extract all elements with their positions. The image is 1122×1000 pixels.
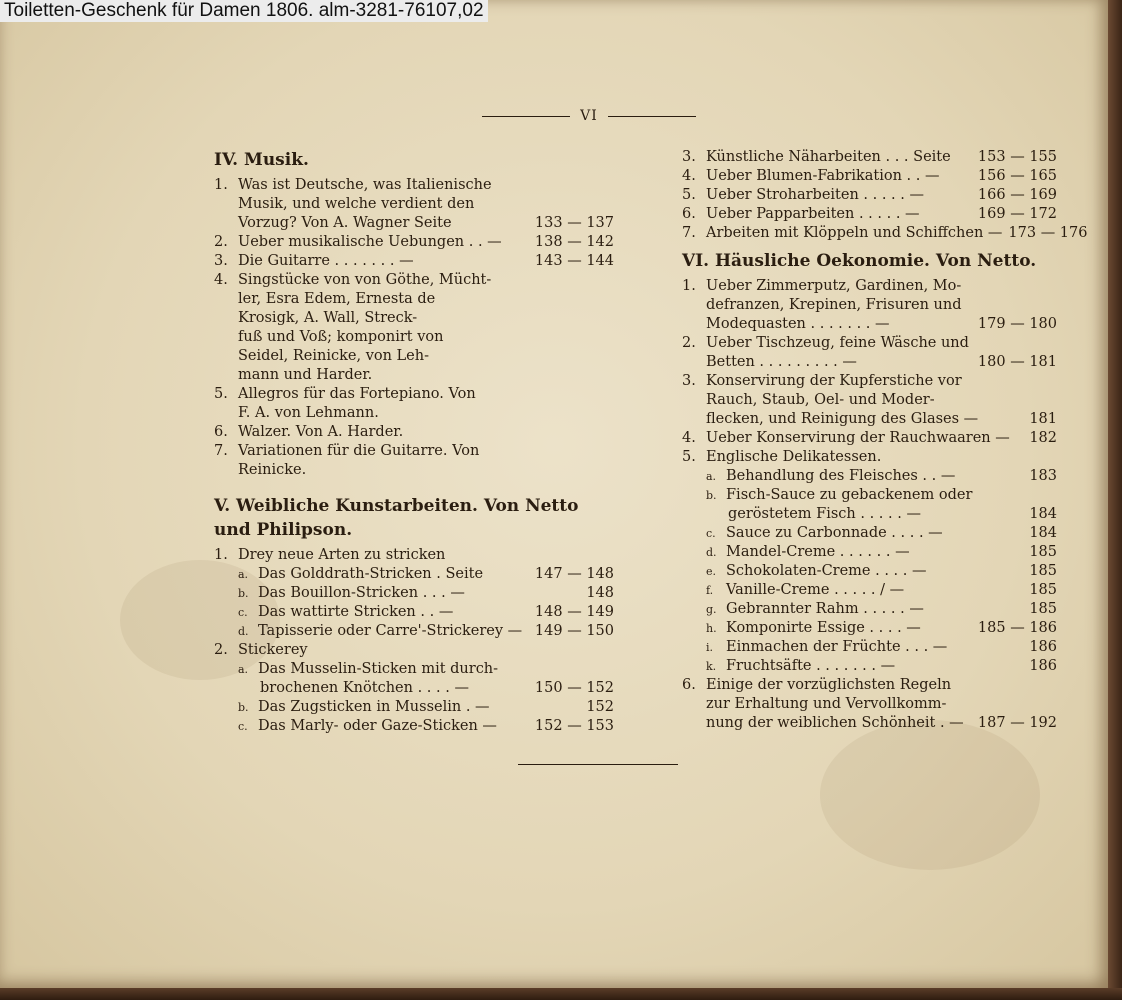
entry-title: Tapisserie oder Carre'-Strickerey — xyxy=(258,623,523,639)
toc-entry xyxy=(682,505,1057,524)
entry-pages: 185 xyxy=(1029,582,1057,598)
entry-title: Vorzug? Von A. Wagner Seite xyxy=(238,215,452,231)
book-cover-edge xyxy=(1108,0,1122,1000)
entry-number: a. xyxy=(706,470,717,483)
entry-title: Drey neue Arten zu stricken xyxy=(238,547,446,563)
toc-entry xyxy=(682,334,1057,353)
toc-entry xyxy=(682,277,1057,296)
entry-title: Ueber musikalische Uebungen . . — xyxy=(238,234,502,250)
toc-entry xyxy=(682,676,1057,695)
entry-title: Das Zugsticken in Musselin . — xyxy=(258,699,490,715)
entry-number: 6. xyxy=(214,424,228,440)
entry-title: Das Marly- oder Gaze-Sticken — xyxy=(258,718,497,734)
entry-title: Einmachen der Früchte . . . — xyxy=(726,639,948,655)
entry-title: Stickerey xyxy=(238,642,308,658)
image-caption: Toiletten-Geschenk für Damen 1806. alm-3281-76107,02 xyxy=(0,0,488,22)
entry-number: h. xyxy=(706,622,717,635)
entry-number: 1. xyxy=(214,177,228,193)
entry-number: 1. xyxy=(682,278,696,294)
entry-pages: 186 xyxy=(1029,639,1057,655)
entry-pages: 185 — 186 xyxy=(977,620,1057,636)
toc-entry xyxy=(682,714,1057,733)
entry-title: F. A. von Lehmann. xyxy=(238,405,379,421)
entry-title: Ueber Konservirung der Rauchwaaren — xyxy=(706,430,1010,446)
toc-entry xyxy=(214,442,614,461)
entry-pages: 153 — 155 xyxy=(977,149,1057,165)
toc-entry xyxy=(682,296,1057,315)
bottom-rule xyxy=(518,764,678,765)
entry-pages: 185 xyxy=(1029,544,1057,560)
entry-title: Englische Delikatessen. xyxy=(706,449,882,465)
toc-entry xyxy=(682,372,1057,391)
entry-title: Arbeiten mit Klöppeln und Schiffchen — xyxy=(706,225,1003,241)
entry-pages: 185 xyxy=(1029,601,1057,617)
entry-number: 2. xyxy=(214,642,228,658)
toc-entry xyxy=(214,366,614,385)
entry-number: 1. xyxy=(214,547,228,563)
entry-number: d. xyxy=(706,546,717,559)
entry-pages: 187 — 192 xyxy=(977,715,1057,731)
toc-entry xyxy=(682,186,1057,205)
toc-entry xyxy=(214,698,614,717)
entry-number: c. xyxy=(706,527,716,540)
entry-title: mann und Harder. xyxy=(238,367,373,383)
entry-pages: 152 — 153 xyxy=(534,718,614,734)
entry-title: Was ist Deutsche, was Italienische xyxy=(238,177,492,193)
entry-title: Ueber Blumen-Fabrikation . . — xyxy=(706,168,940,184)
toc-entry xyxy=(682,486,1057,505)
entry-number: 5. xyxy=(214,386,228,402)
entry-number: e. xyxy=(706,565,717,578)
section-heading: IV. Musik. xyxy=(214,150,309,170)
entry-number: g. xyxy=(706,603,717,616)
toc-right-column xyxy=(682,148,1088,733)
entry-title: Gebrannter Rahm . . . . . — xyxy=(726,601,924,617)
paper-stain xyxy=(820,720,1040,870)
entry-number: 6. xyxy=(682,206,696,222)
entry-number: b. xyxy=(706,489,717,502)
entry-title: brochenen Knötchen . . . . — xyxy=(260,680,469,696)
toc-left-column xyxy=(214,148,614,736)
entry-pages: 181 xyxy=(1029,411,1057,427)
entry-pages: 143 — 144 xyxy=(534,253,614,269)
entry-title: Schokolaten-Creme . . . . — xyxy=(726,563,927,579)
toc-entry xyxy=(682,619,1057,638)
entry-pages: 186 xyxy=(1029,658,1057,674)
entry-title: Komponirte Essige . . . . — xyxy=(726,620,921,636)
toc-entry xyxy=(214,328,614,347)
entry-pages: 133 — 137 xyxy=(534,215,614,231)
toc-entry xyxy=(214,252,614,271)
entry-pages: 152 xyxy=(586,699,614,715)
toc-entry xyxy=(214,404,614,423)
entry-title: Vanille-Creme . . . . . / — xyxy=(726,582,905,598)
entry-number: a. xyxy=(238,568,249,581)
page-number: VI xyxy=(470,108,708,124)
toc-entry xyxy=(682,391,1057,410)
toc-entry xyxy=(214,641,614,660)
entry-title: Walzer. Von A. Harder. xyxy=(238,424,404,440)
entry-title: Künstliche Näharbeiten . . . Seite xyxy=(706,149,951,165)
toc-entry xyxy=(214,233,614,252)
entry-title: Fruchtsäfte . . . . . . . — xyxy=(726,658,896,674)
entry-title: Seidel, Reinicke, von Leh- xyxy=(238,348,430,364)
entry-number: 3. xyxy=(214,253,228,269)
header-rule-left xyxy=(482,116,570,117)
entry-title: ler, Esra Edem, Ernesta de xyxy=(238,291,436,307)
entry-pages: 147 — 148 xyxy=(534,566,614,582)
entry-number: b. xyxy=(238,587,249,600)
entry-title: zur Erhaltung und Vervollkomm- xyxy=(706,696,947,712)
entry-number: 7. xyxy=(682,225,696,241)
entry-title: Ueber Papparbeiten . . . . . — xyxy=(706,206,920,222)
header-rule-right xyxy=(608,116,696,117)
entry-title: Allegros für das Fortepiano. Von xyxy=(238,386,476,402)
entry-title: Das Musselin-Sticken mit durch- xyxy=(258,661,499,677)
entry-number: 4. xyxy=(682,168,696,184)
toc-entry xyxy=(214,423,614,442)
entry-pages: 149 — 150 xyxy=(534,623,614,639)
entry-pages: 183 xyxy=(1029,468,1057,484)
entry-title: Ueber Zimmerputz, Gardinen, Mo- xyxy=(706,278,962,294)
entry-pages: 148 — 149 xyxy=(534,604,614,620)
entry-number: 3. xyxy=(682,149,696,165)
entry-title: Musik, und welche verdient den xyxy=(238,196,475,212)
entry-title: nung der weiblichen Schönheit . — xyxy=(706,715,964,731)
entry-number: 2. xyxy=(682,335,696,351)
entry-pages: 182 xyxy=(1029,430,1057,446)
entry-pages: 166 — 169 xyxy=(977,187,1057,203)
toc-entry xyxy=(214,290,614,309)
toc-entry xyxy=(682,224,1088,243)
toc-entry xyxy=(214,679,614,698)
toc-entry xyxy=(682,467,1057,486)
toc-entry xyxy=(214,461,614,480)
toc-entry xyxy=(682,581,1057,600)
entry-title: Reinicke. xyxy=(238,462,307,478)
entry-title: Fisch-Sauce zu gebackenem oder xyxy=(726,487,973,503)
section-heading: VI. Häusliche Oekonomie. Von Netto. xyxy=(682,251,1037,271)
toc-entry xyxy=(682,695,1057,714)
entry-title: Modequasten . . . . . . . — xyxy=(706,316,890,332)
entry-title: Behandlung des Fleisches . . — xyxy=(726,468,956,484)
toc-entry xyxy=(214,622,614,641)
entry-number: 2. xyxy=(214,234,228,250)
toc-entry xyxy=(214,565,614,584)
section-heading: V. Weibliche Kunstarbeiten. Von Netto und Philipson. xyxy=(214,496,579,540)
entry-title: Ueber Stroharbeiten . . . . . — xyxy=(706,187,924,203)
entry-pages: 156 — 165 xyxy=(977,168,1057,184)
toc-entry xyxy=(214,347,614,366)
toc-entry xyxy=(682,638,1057,657)
toc-entry xyxy=(682,657,1057,676)
toc-entry xyxy=(682,429,1057,448)
entry-title: Das Golddrath-Stricken . Seite xyxy=(258,566,484,582)
toc-entry xyxy=(214,271,614,290)
entry-number: 5. xyxy=(682,187,696,203)
book-cover-edge-bottom xyxy=(0,988,1122,1000)
entry-number: d. xyxy=(238,625,249,638)
entry-title: Mandel-Creme . . . . . . — xyxy=(726,544,910,560)
entry-title: Krosigk, A. Wall, Streck- xyxy=(238,310,418,326)
entry-number: c. xyxy=(238,720,248,733)
entry-number: k. xyxy=(706,660,717,673)
entry-number: b. xyxy=(238,701,249,714)
entry-title: Variationen für die Guitarre. Von xyxy=(238,443,480,459)
entry-number: 4. xyxy=(214,272,228,288)
entry-title: flecken, und Reinigung des Glases — xyxy=(706,411,979,427)
toc-entry xyxy=(682,562,1057,581)
entry-pages: 138 — 142 xyxy=(534,234,614,250)
entry-pages: 179 — 180 xyxy=(977,316,1057,332)
toc-entry xyxy=(214,546,614,565)
entry-pages: 180 — 181 xyxy=(977,354,1057,370)
toc-entry xyxy=(682,543,1057,562)
toc-entry xyxy=(682,524,1057,543)
toc-entry xyxy=(214,660,614,679)
entry-number: c. xyxy=(238,606,248,619)
entry-title: defranzen, Krepinen, Frisuren und xyxy=(706,297,962,313)
entry-pages: 184 xyxy=(1029,506,1057,522)
toc-entry xyxy=(682,353,1057,372)
entry-pages: 185 xyxy=(1029,563,1057,579)
entry-pages: 169 — 172 xyxy=(977,206,1057,222)
entry-number: 3. xyxy=(682,373,696,389)
entry-pages: 184 xyxy=(1029,525,1057,541)
entry-title: Die Guitarre . . . . . . . — xyxy=(238,253,414,269)
toc-entry xyxy=(682,148,1057,167)
entry-number: a. xyxy=(238,663,249,676)
entry-title: Das Bouillon-Stricken . . . — xyxy=(258,585,465,601)
entry-number: 6. xyxy=(682,677,696,693)
toc-entry xyxy=(682,167,1057,186)
entry-number: 4. xyxy=(682,430,696,446)
entry-title: Einige der vorzüglichsten Regeln xyxy=(706,677,952,693)
entry-title: Das wattirte Stricken . . — xyxy=(258,604,454,620)
entry-title: Rauch, Staub, Oel- und Moder- xyxy=(706,392,935,408)
entry-number: 5. xyxy=(682,449,696,465)
entry-number: i. xyxy=(706,641,714,654)
entry-title: geröstetem Fisch . . . . . — xyxy=(728,506,921,522)
toc-entry xyxy=(214,584,614,603)
toc-entry xyxy=(214,309,614,328)
entry-title: fuß und Voß; komponirt von xyxy=(238,329,444,345)
entry-title: Sauce zu Carbonnade . . . . — xyxy=(726,525,943,541)
entry-title: Konservirung der Kupferstiche vor xyxy=(706,373,962,389)
toc-entry xyxy=(214,176,614,195)
entry-title: Ueber Tischzeug, feine Wäsche und xyxy=(706,335,969,351)
entry-pages: 150 — 152 xyxy=(534,680,614,696)
entry-pages: 173 — 176 xyxy=(1008,225,1088,241)
toc-entry xyxy=(214,195,614,214)
toc-entry xyxy=(682,315,1057,334)
entry-title: Singstücke von von Göthe, Mücht- xyxy=(238,272,492,288)
toc-entry xyxy=(682,600,1057,619)
toc-entry xyxy=(214,603,614,622)
toc-entry xyxy=(214,385,614,404)
toc-entry xyxy=(214,214,614,233)
toc-entry xyxy=(214,717,614,736)
toc-entry xyxy=(682,205,1057,224)
entry-title: Betten . . . . . . . . . — xyxy=(706,354,857,370)
entry-number: f. xyxy=(706,584,714,597)
toc-entry xyxy=(682,410,1057,429)
entry-number: 7. xyxy=(214,443,228,459)
toc-entry xyxy=(682,448,1057,467)
entry-pages: 148 xyxy=(586,585,614,601)
